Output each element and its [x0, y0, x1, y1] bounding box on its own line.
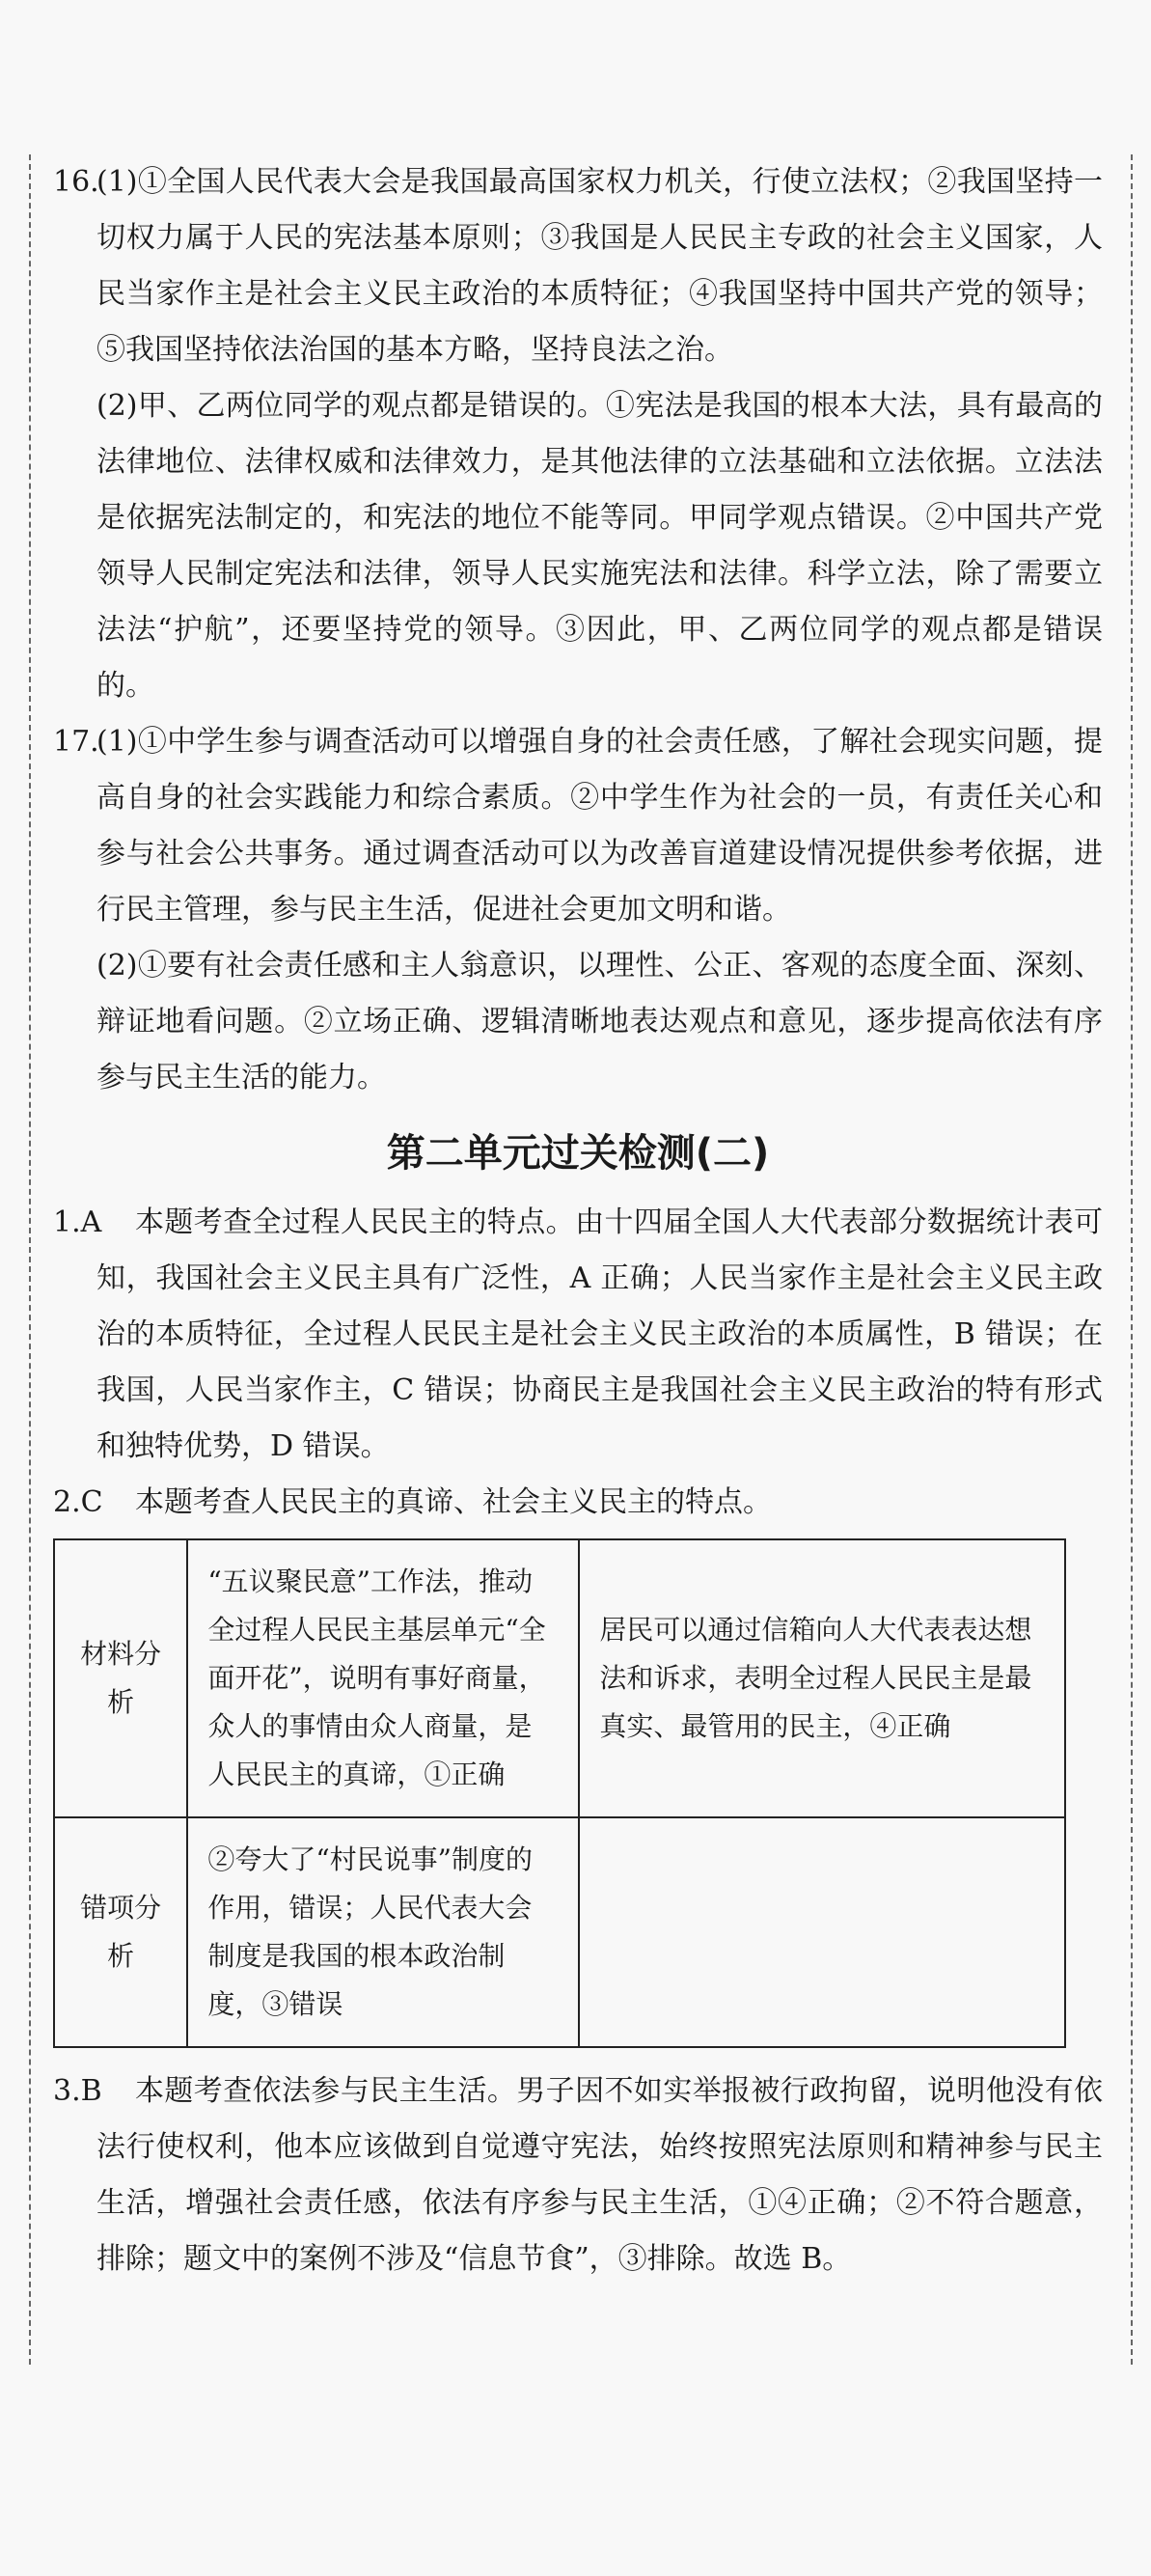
row-label: 错项分析: [54, 1817, 187, 2047]
answer-text: 本题考查依法参与民主生活。男子因不如实举报被行政拘留，说明他没有依法行使权利，他本应该做到自觉遵守宪法，始终按照宪法原则和精神参与民主生活，增强社会责任感，依法有序参与民主生活，①④正确；②不符合题意，排除；题文中的案例不涉及“信息节食”，③排除。故选 B。: [96, 2074, 1103, 2276]
analysis-table: [53, 1538, 1066, 2048]
question-17: [53, 714, 1103, 1106]
left-dashed-border: [29, 154, 31, 2365]
answer-part-1: (1)①中学生参与调查活动可以增强自身的社会责任感，了解社会现实问题，提高自身的社会实践能力和综合素质。②中学生作为社会的一员，有责任关心和参与社会公共事务。通过调查活动可以为改善盲道建设情况提供参考依据，进行民主管理，参与民主生活，促进社会更加文明和谐。: [96, 725, 1103, 927]
question-16: [53, 154, 1103, 714]
answer-number: 1.A: [53, 1205, 102, 1239]
question-number: 17.: [53, 725, 99, 759]
answer-part-2: (2)①要有社会责任感和主人翁意识，以理性、公正、客观的态度全面、深刻、辩证地看问题。②立场正确、逻辑清晰地表达观点和意见，逐步提高依法有序参与民主生活的能力。: [96, 949, 1103, 1094]
table-row: [54, 1817, 1065, 2047]
table-cell: “五议聚民意”工作法，推动全过程人民民主基层单元“全面开花”，说明有事好商量，众人的事情由众人商量，是人民民主的真谛，①正确: [187, 1539, 579, 1817]
answer-1: [53, 1195, 1103, 1475]
table-cell: ②夸大了“村民说事”制度的作用，错误；人民代表大会制度是我国的根本政治制度，③错误: [187, 1817, 579, 2047]
answer-number: 2.C: [53, 1485, 103, 1519]
right-dashed-border: [1131, 154, 1133, 2365]
table-row: [54, 1539, 1065, 1817]
answer-number: 3.B: [53, 2074, 102, 2108]
answer-part-1: (1)①全国人民代表大会是我国最高国家权力机关，行使立法权；②我国坚持一切权力属于人民的宪法基本原则；③我国是人民民主专政的社会主义国家，人民当家作主是社会主义民主政治的本质特征；④我国坚持中国共产党的领导；⑤我国坚持依法治国的基本方略，坚持良法之治。: [96, 165, 1103, 367]
section-title: 第二单元过关检测(二): [386, 1131, 770, 1176]
answer-2: [53, 1475, 1103, 1531]
answer-content: [53, 154, 1103, 2287]
answer-text: 本题考查人民民主的真谛、社会主义民主的特点。: [135, 1485, 772, 1519]
answer-3: [53, 2064, 1103, 2287]
row-label: 材料分析: [54, 1539, 187, 1817]
question-number: 16.: [53, 165, 99, 199]
answer-text: 本题考查全过程人民民主的特点。由十四届全国人大代表部分数据统计表可知，我国社会主义民主具有广泛性，A 正确；人民当家作主是社会主义民主政治的本质特征，全过程人民民主是社会主义民主政治的本质属性，B 错误；在我国，人民当家作主，C 错误；协商民主是我国社会主义民主政治的特有形式和独特优势，D 错误。: [96, 1205, 1103, 1463]
answer-part-2: (2)甲、乙两位同学的观点都是错误的。①宪法是我国的根本大法，具有最高的法律地位、法律权威和法律效力，是其他法律的立法基础和立法依据。立法法是依据宪法制定的，和宪法的地位不能等同。甲同学观点错误。②中国共产党领导人民制定宪法和法律，领导人民实施宪法和法律。科学立法，除了需要立法法“护航”，还要坚持党的领导。③因此，甲、乙两位同学的观点都是错误的。: [96, 389, 1103, 703]
table-cell: [579, 1817, 1065, 2047]
table-cell: 居民可以通过信箱向人大代表表达想法和诉求，表明全过程人民民主是最真实、最管用的民主，④正确: [579, 1539, 1065, 1817]
